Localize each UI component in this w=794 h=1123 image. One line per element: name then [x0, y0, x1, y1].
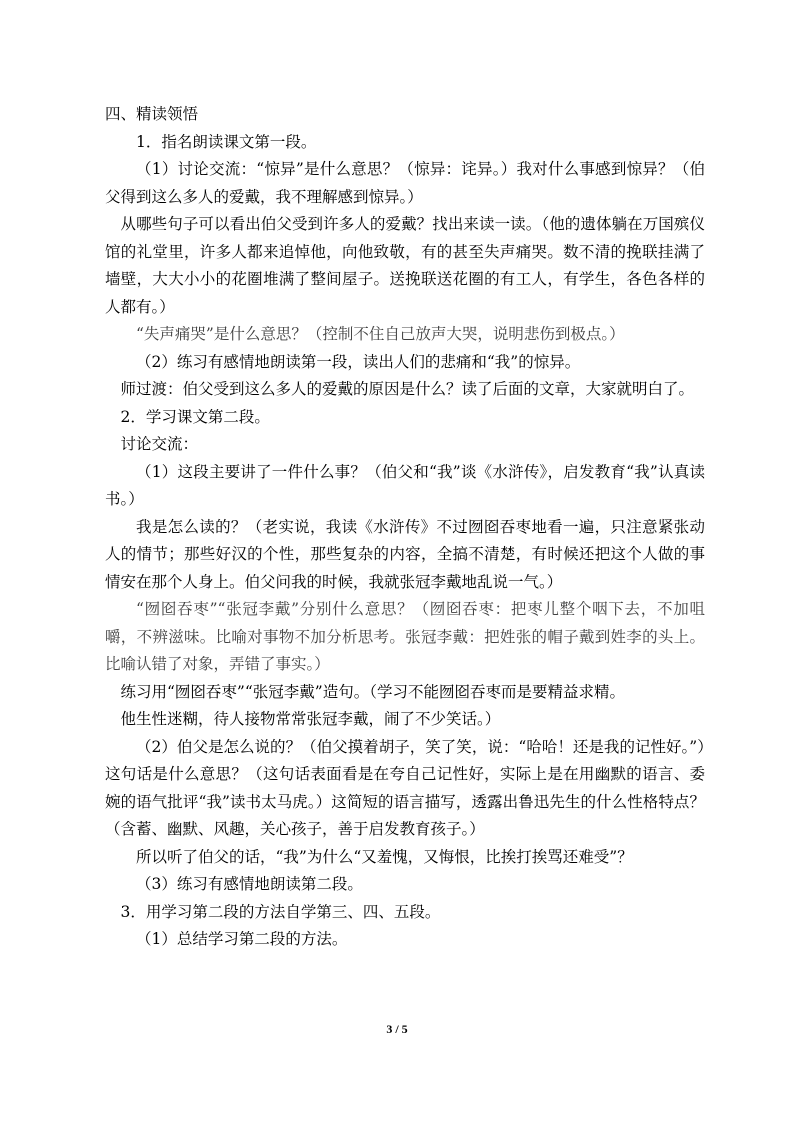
paragraph: 2．学习课文第二段。 — [120, 407, 270, 426]
page-number: 3 / 5 — [386, 1022, 408, 1036]
document-body — [105, 101, 705, 954]
paragraph: 师过渡：伯父受到这么多人的爱戴的原因是什么？读了后面的文章，大家就明白了。 — [120, 380, 695, 398]
paragraph: （1）这段主要讲了一件什么事？（伯父和“我”谈《水浒传》，启发教育“我”认真读书。） — [105, 462, 705, 508]
section-heading: 四、精读领悟 — [105, 105, 199, 123]
paragraph: 从哪些句子可以看出伯父受到许多人的爱戴？找出来读一读。（他的遗体躺在万国殡仪馆的礼堂里，许多人都来追悼他，向他致敬，有的甚至失声痛哭。数不清的挽联挂满了墙壁，大大小小的花圈堆满了整间屋子。送挽联送花圈的有工人，有学生，各色各样的人都有。） — [105, 215, 705, 316]
paragraph: 1．指名朗读课文第一段。 — [136, 132, 317, 151]
paragraph: “失声痛哭”是什么意思？（控制不住自己放声大哭，说明悲伤到极点。） — [136, 325, 625, 343]
paragraph: 所以听了伯父的话，“我”为什么“又羞愧，又悔恨，比挨打挨骂还难受”？ — [136, 847, 633, 866]
paragraph: （1）总结学习第二段的方法。 — [136, 930, 348, 948]
paragraph: （2）伯父是怎么说的？（伯父摸着胡子，笑了笑，说：“哈哈！还是我的记性好。”）这句话是什么意思？（这句话表面看是在夸自己记性好，实际上是在用幽默的语言、委婉的语气批评“我”读书太马虎。）这简短的语言描写，透露出鲁迅先生的什么性格特点？（含蓄、幽默、风趣，关心孩子，善于启发教育孩子。） — [105, 737, 705, 838]
paragraph: 3．用学习第二段的方法自学第三、四、五段。 — [120, 902, 441, 921]
paragraph: 讨论交流： — [120, 435, 199, 453]
paragraph: 他生性迷糊，待人接物常常张冠李戴，闹了不少笑话。） — [120, 710, 501, 728]
paragraph: （3）练习有感情地朗读第二段。 — [136, 875, 363, 893]
paragraph: （1）讨论交流：“惊异”是什么意思？（惊异：诧异。）我对什么事感到惊异？（伯父得到这么多人的爱戴，我不理解感到惊异。） — [105, 160, 705, 206]
paragraph: （2）练习有感情地朗读第一段，读出人们的悲痛和“我”的惊异。 — [136, 352, 581, 371]
paragraph: “囫囵吞枣”“张冠李戴”分别什么意思？（囫囵吞枣：把枣儿整个咽下去，不加咀嚼，不辨滋味。比喻对事物不加分析思考。张冠李戴：把姓张的帽子戴到姓李的头上。比喻认错了对象，弄错了事实。） — [105, 600, 705, 673]
paragraph: 练习用“囫囵吞枣”“张冠李戴”造句。（学习不能囫囵吞枣而是要精益求精。 — [120, 682, 625, 701]
paragraph: 我是怎么读的？（老实说，我读《水浒传》不过囫囵吞枣地看一遍，只注意紧张动人的情节；那些好汉的个性，那些复杂的内容，全搞不清楚，有时候还把这个人做的事情安在那个人身上。伯父问我的时候，我就张冠李戴地乱说一气。） — [105, 517, 705, 591]
